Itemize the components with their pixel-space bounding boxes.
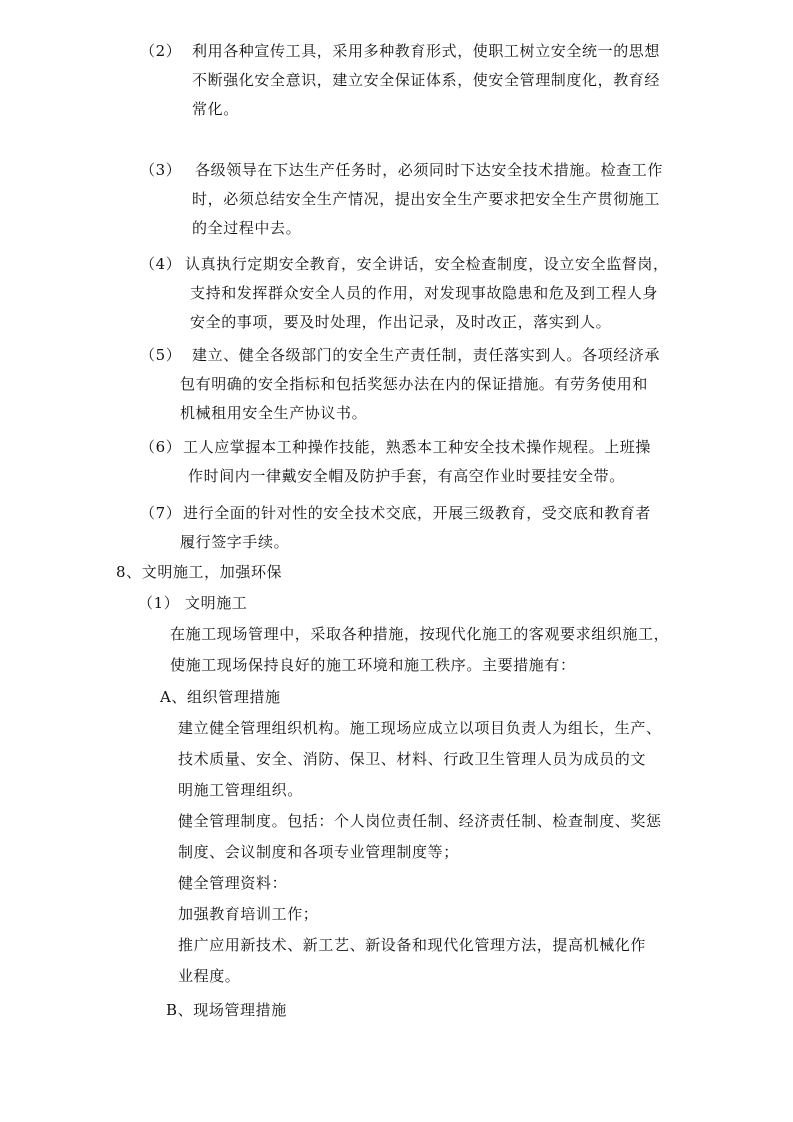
paragraph-line: 工人应掌握本工种操作技能，熟悉本工种安全技术操作规程。上班操 [183,438,652,456]
item-number: （7） [140,504,182,522]
paragraph-line: 健全管理制度。包括：个人岗位责任制、经济责任制、检查制度、奖惩 [178,812,662,830]
paragraph-line: 建立健全管理组织机构。施工现场应成立以项目负责人为组长，生产、 [178,719,662,737]
item-number: （4） [140,255,182,273]
paragraph-line: 明施工管理组织。 [178,781,303,799]
paragraph-line: 履行签字手续。 [180,533,290,551]
paragraph-line: 推广应用新技术、新工艺、新设备和现代化管理方法，提高机械化作 [178,936,647,954]
paragraph-line: 安全的事项，要及时处理，作出记录，及时改正，落实到人。 [190,313,612,331]
paragraph-line: 包有明确的安全指标和包括奖惩办法在内的保证措施。有劳务使用和 [180,375,649,393]
paragraph-line: 认真执行定期安全教育，安全讲话，安全检查制度，设立安全监督岗， [185,255,669,273]
subsection-number: （1） [138,594,180,612]
item-number: （6） [140,438,182,456]
paragraph-line: 在施工现场管理中，采取各种措施，按现代化施工的客观要求组织施工， [170,625,670,643]
subsection-title: 文明施工 [185,594,248,612]
item-number: （3） [140,161,182,179]
paragraph-line: 机械租用安全生产协议书。 [180,404,368,422]
section-heading: 8、文明施工，加强环保 [116,563,283,581]
paragraph-line: 制度、会议制度和各项专业管理制度等； [178,843,459,861]
paragraph-line: 支持和发挥群众安全人员的作用，对发现事故隐患和危及到工程人身 [190,284,659,302]
paragraph-line: 健全管理资料： [178,874,288,892]
paragraph-line: 加强教育培训工作； [178,905,319,923]
paragraph-line: 各级领导在下达生产任务时，必须同时下达安全技术措施。检查工作 [195,161,664,179]
paragraph-line: 不断强化安全意识，建立安全保证体系，使安全管理制度化，教育经 [192,71,661,89]
paragraph-line: 的全过程中去。 [192,219,302,237]
part-b-title: B、现场管理措施 [166,1001,287,1019]
paragraph-line: 建立、健全各级部门的安全生产责任制，责任落实到人。各项经济承 [192,346,661,364]
paragraph-line: 常化。 [192,100,239,118]
paragraph-line: 时，必须总结安全生产情况，提出安全生产要求把安全生产贯彻施工 [192,190,661,208]
paragraph-line: 技术质量、安全、消防、保卫、材料、行政卫生管理人员为成员的文 [178,750,647,768]
paragraph-line: 利用各种宣传工具，采用多种教育形式，使职工树立安全统一的思想 [192,42,661,60]
paragraph-line: 作时间内一律戴安全帽及防护手套，有高空作业时要挂安全带。 [188,467,625,485]
part-a-title: A、组织管理措施 [160,688,281,706]
item-number: （5） [140,346,182,364]
paragraph-line: 进行全面的针对性的安全技术交底，开展三级教育，受交底和教育者 [183,504,652,522]
item-number: （2） [140,42,182,60]
paragraph-line: 使施工现场保持良好的施工环境和施工秩序。主要措施有： [170,656,576,674]
paragraph-line: 业程度。 [178,967,241,985]
